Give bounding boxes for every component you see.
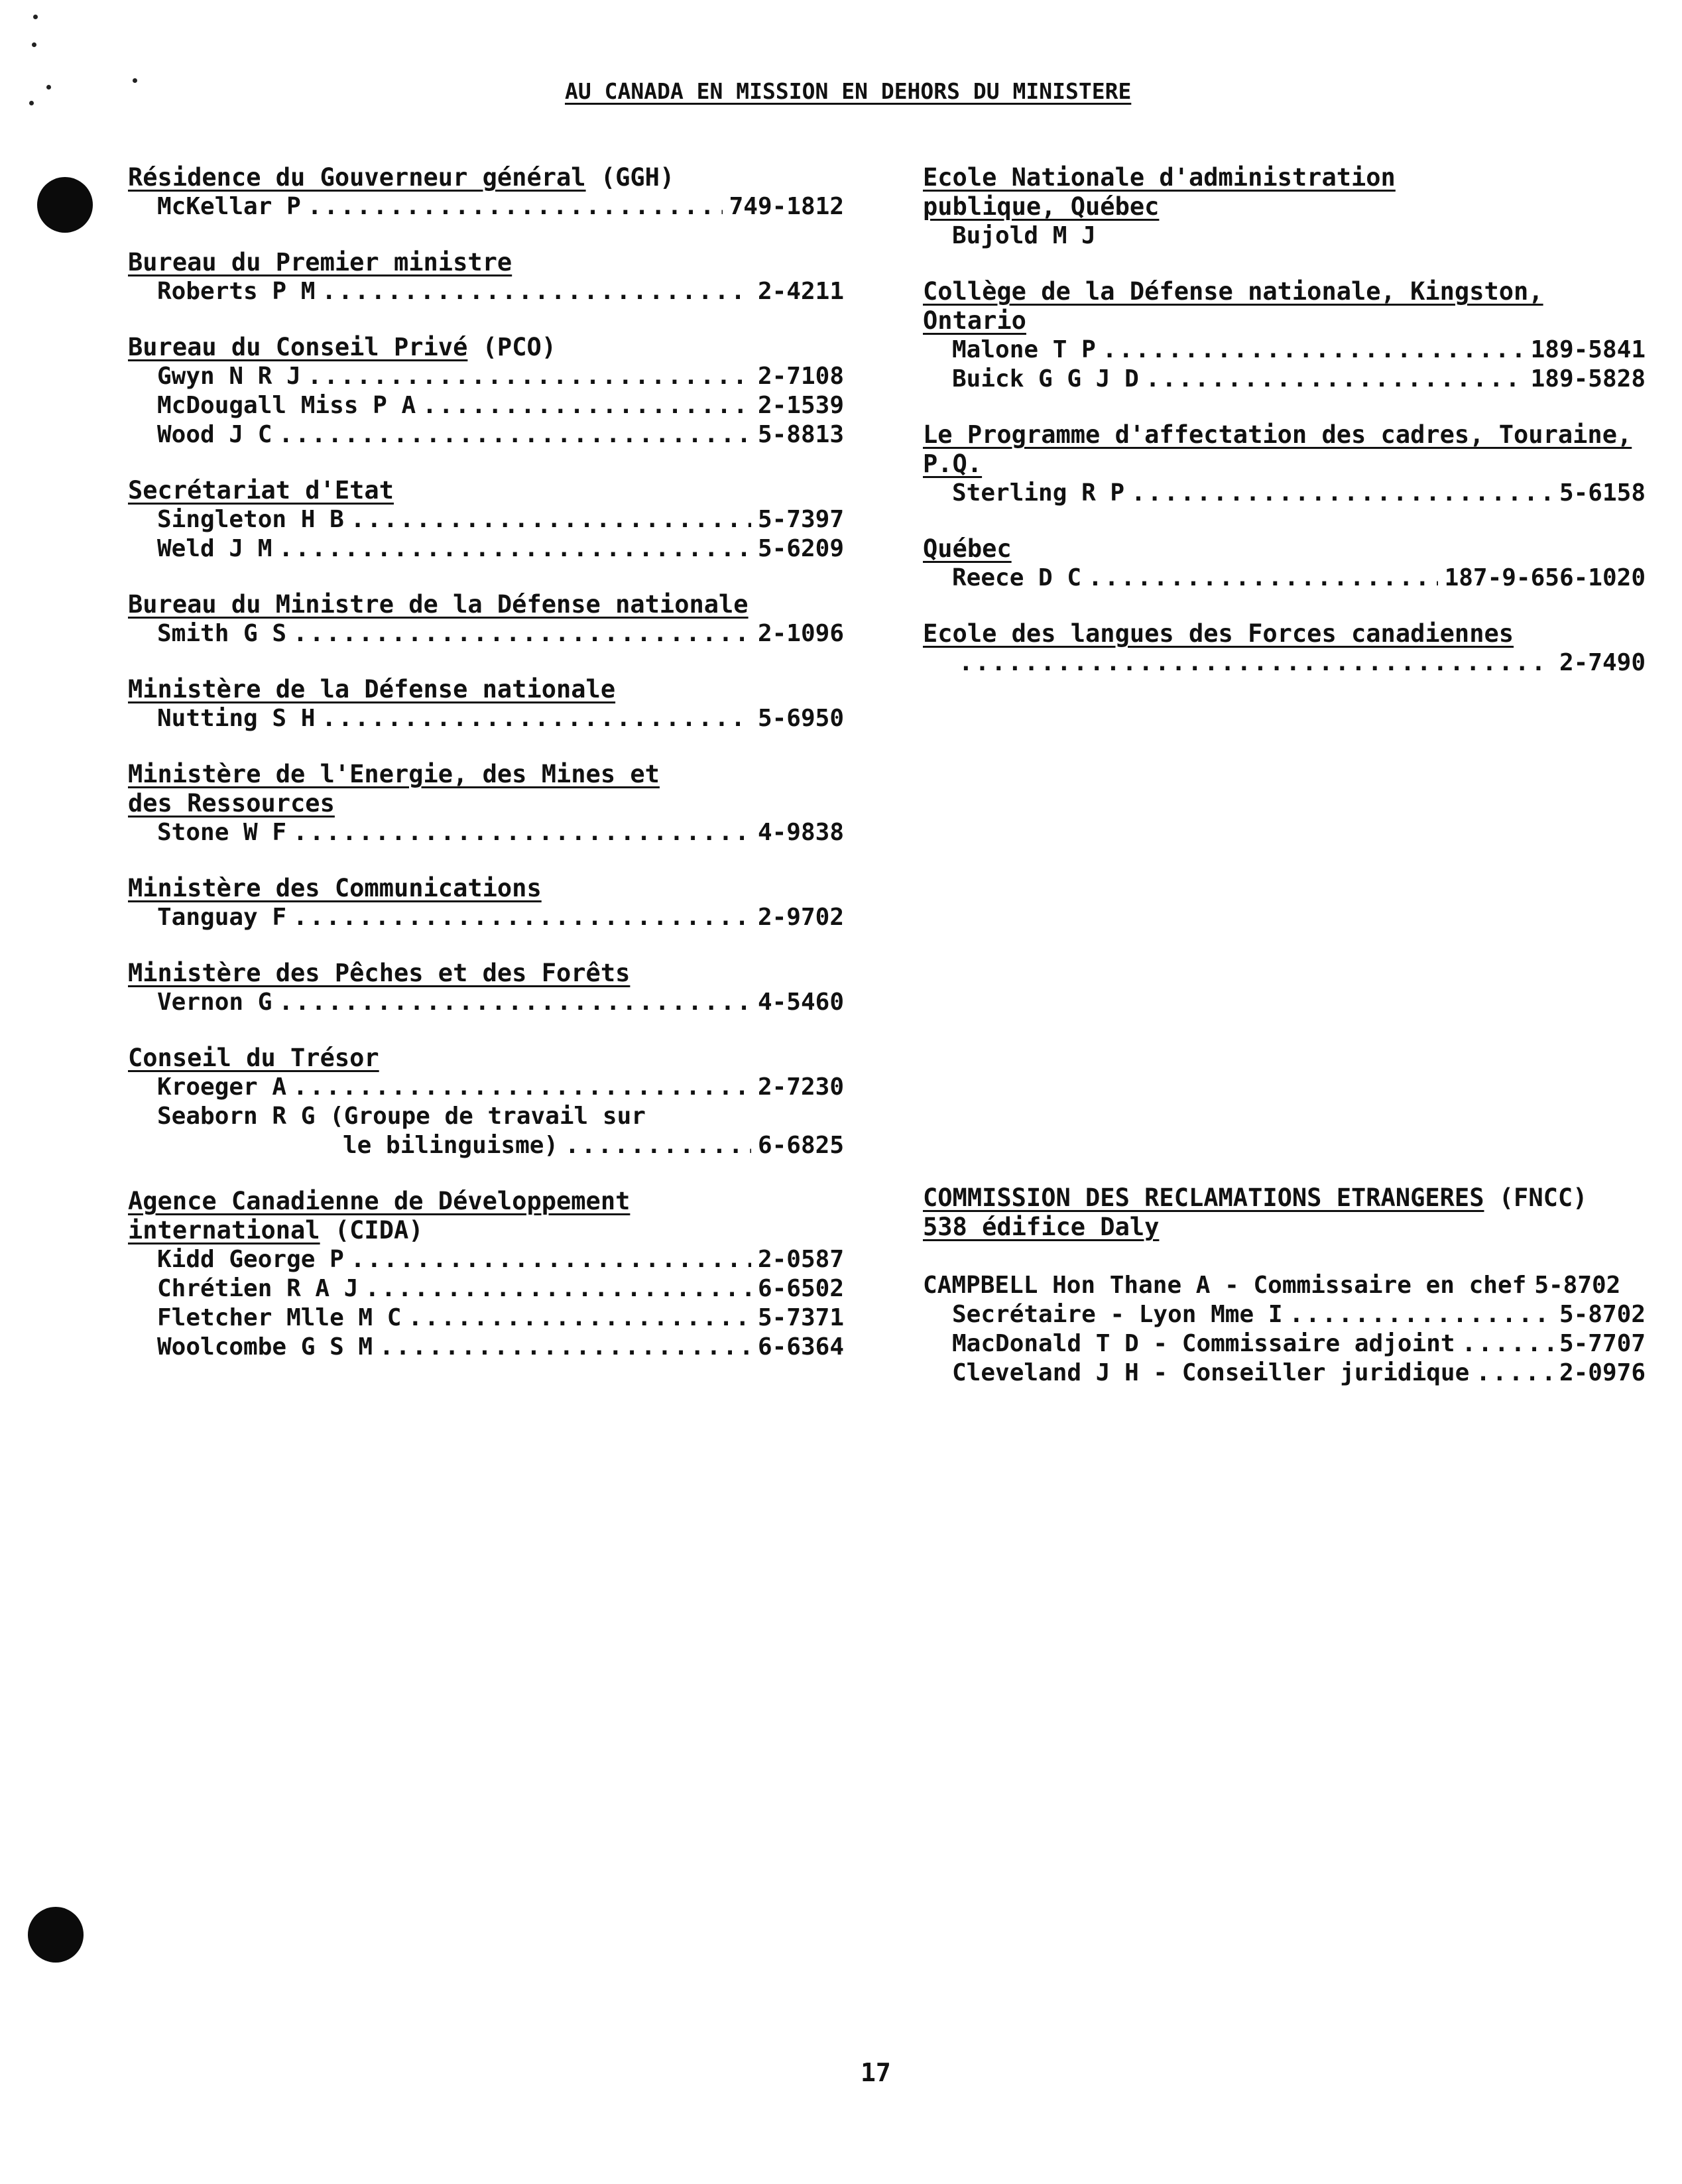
leader-dots xyxy=(1088,564,1437,593)
leader-dots xyxy=(379,1333,751,1362)
section-heading-line2 xyxy=(128,1216,844,1245)
entry-phone: 2-7230 xyxy=(757,1073,844,1101)
entry-text: MacDonald T D - Commissaire adjoint xyxy=(952,1330,1455,1357)
section-heading xyxy=(128,1044,844,1073)
directory-entry xyxy=(128,391,844,420)
leader-dots xyxy=(351,505,751,534)
directory-section xyxy=(923,277,1646,394)
leader-dots xyxy=(1290,1300,1553,1329)
entry-phone: 2-9702 xyxy=(757,904,844,931)
directory-section xyxy=(128,675,844,733)
section-heading xyxy=(923,534,1646,564)
leader-dots xyxy=(278,420,751,450)
entry-phone: 4-5460 xyxy=(757,989,844,1016)
section-heading-text-line2: publique, Québec xyxy=(923,192,1160,221)
section-heading-text: Bureau du Ministre de la Défense nationale xyxy=(128,590,749,619)
section-heading-text: Agence Canadienne de Développement xyxy=(128,1187,631,1215)
section-heading xyxy=(128,874,844,903)
fncc-address: 538 édifice Daly xyxy=(923,1213,1160,1241)
section-heading xyxy=(128,590,844,619)
directory-entry xyxy=(128,1131,844,1160)
entry-phone: 4-9838 xyxy=(757,819,844,846)
directory-entry xyxy=(923,648,1646,678)
scan-speck xyxy=(33,15,38,19)
scan-speck xyxy=(32,42,36,47)
leader-dots xyxy=(365,1274,751,1304)
section-heading-text: Ecole des langues des Forces canadiennes xyxy=(923,619,1514,648)
section-heading xyxy=(128,333,844,362)
directory-entry xyxy=(128,1073,844,1102)
leader-dots xyxy=(1462,1329,1553,1359)
directory-entry xyxy=(128,505,844,534)
entry-name: McDougall Miss P A xyxy=(157,392,416,419)
leader-dots xyxy=(1476,1359,1553,1388)
directory-section xyxy=(923,619,1646,678)
entry-name-cont: le bilinguisme) xyxy=(343,1132,559,1159)
directory-entry xyxy=(128,619,844,648)
entry-name: Wood J C xyxy=(157,421,272,448)
entry-name: Stone W F xyxy=(157,819,287,846)
section-heading-text: Ecole Nationale d'administration xyxy=(923,163,1396,192)
leader-dots xyxy=(293,818,751,847)
directory-section xyxy=(128,874,844,932)
directory-entry xyxy=(128,988,844,1017)
leader-dots xyxy=(308,362,751,391)
section-heading-text: Ministère de l'Energie, des Mines et xyxy=(128,760,660,788)
directory-entry xyxy=(128,818,844,847)
directory-section xyxy=(923,534,1646,593)
leader-dots xyxy=(308,192,723,221)
section-heading-text: Québec xyxy=(923,534,1012,563)
spacer xyxy=(923,1242,1646,1271)
directory-section xyxy=(923,420,1646,508)
leader-dots xyxy=(351,1245,751,1274)
leader-dots xyxy=(565,1131,751,1160)
entry-phone: 5-6209 xyxy=(757,535,844,562)
directory-entry xyxy=(923,335,1646,365)
section-heading-text: Ministère des Pêches et des Forêts xyxy=(128,959,631,987)
section-heading xyxy=(128,248,844,277)
entry-phone: 5-8702 xyxy=(1534,1272,1621,1299)
section-heading-text: Bureau du Conseil Privé xyxy=(128,333,468,361)
section-heading-text-line2: P.Q. xyxy=(923,450,983,478)
leader-dots xyxy=(408,1304,751,1333)
section-heading xyxy=(128,476,844,505)
entry-name: Smith G S xyxy=(157,620,287,647)
page-number: 17 xyxy=(861,2058,891,2087)
section-heading-text: Résidence du Gouverneur général xyxy=(128,163,586,192)
section-heading xyxy=(923,163,1646,192)
scan-speck xyxy=(46,85,51,90)
section-heading xyxy=(128,675,844,704)
section-heading-line2 xyxy=(923,192,1646,221)
entry-phone: 6-6502 xyxy=(757,1275,844,1302)
directory-section xyxy=(128,333,844,450)
directory-section xyxy=(128,590,844,648)
directory-section xyxy=(128,1044,844,1160)
entry-text: Secrétaire - Lyon Mme I xyxy=(952,1301,1283,1328)
leader-dots xyxy=(293,619,751,648)
section-heading-text: Conseil du Trésor xyxy=(128,1044,379,1072)
entry-name: Gwyn N R J xyxy=(157,363,301,390)
fncc-section xyxy=(923,1183,1646,1388)
entry-name: Singleton H B xyxy=(157,506,344,533)
section-heading xyxy=(128,959,844,988)
directory-entry xyxy=(923,1300,1646,1329)
entry-name: Reece D C xyxy=(952,564,1082,591)
directory-entry xyxy=(128,1274,844,1304)
entry-phone: 189-5841 xyxy=(1530,336,1646,363)
directory-section xyxy=(128,163,844,221)
directory-section xyxy=(128,248,844,306)
entry-phone: 2-7108 xyxy=(757,363,844,390)
entry-name: Weld J M xyxy=(157,535,272,562)
right-column xyxy=(923,163,1646,704)
leader-dots xyxy=(959,648,1553,678)
entry-name: Nutting S H xyxy=(157,705,316,732)
directory-section xyxy=(923,163,1646,251)
leader-dots xyxy=(422,391,751,420)
entry-phone: 2-1539 xyxy=(757,392,844,419)
entry-phone: 5-6950 xyxy=(757,705,844,732)
section-heading xyxy=(128,760,844,789)
directory-section xyxy=(128,476,844,564)
leader-dots xyxy=(1146,365,1524,394)
entry-phone: 2-1096 xyxy=(757,620,844,647)
section-heading-text: Ministère de la Défense nationale xyxy=(128,675,616,703)
leader-dots xyxy=(278,988,751,1017)
fncc-heading: COMMISSION DES RECLAMATIONS ETRANGERES xyxy=(923,1183,1484,1212)
section-heading xyxy=(923,277,1646,335)
entry-phone: 5-8813 xyxy=(757,421,844,448)
entry-name: McKellar P xyxy=(157,193,301,220)
entry-phone: 2-7490 xyxy=(1559,649,1646,676)
directory-entry xyxy=(128,362,844,391)
directory-entry xyxy=(923,1329,1646,1359)
entry-text: CAMPBELL Hon Thane A - Commissaire en chef xyxy=(923,1272,1527,1299)
section-heading xyxy=(923,1183,1646,1213)
entry-name: Roberts P M xyxy=(157,278,316,305)
entry-name: Kroeger A xyxy=(157,1073,287,1101)
leader-dots xyxy=(1131,479,1553,508)
directory-entry xyxy=(923,365,1646,394)
section-heading-text: Le Programme d'affectation des cadres, Touraine, xyxy=(923,420,1632,449)
directory-entry-line1 xyxy=(128,1102,844,1131)
directory-section xyxy=(128,959,844,1017)
section-heading xyxy=(923,420,1646,450)
entry-phone: 5-8702 xyxy=(1559,1301,1646,1328)
entry-phone: 187-9-656-1020 xyxy=(1444,564,1646,591)
directory-entry xyxy=(923,479,1646,508)
directory-entry xyxy=(128,903,844,932)
entry-name: Sterling R P xyxy=(952,479,1125,507)
directory-entry xyxy=(923,221,1646,251)
leader-dots xyxy=(322,704,751,733)
section-heading-text: Secrétariat d'Etat xyxy=(128,476,394,505)
entry-phone: 5-7371 xyxy=(757,1304,844,1331)
section-heading-suffix: (CIDA) xyxy=(334,1216,424,1244)
entry-phone: 2-4211 xyxy=(757,278,844,305)
page-title: AU CANADA EN MISSION EN DEHORS DU MINISTERE xyxy=(565,78,1132,104)
leader-dots xyxy=(322,277,751,306)
directory-section xyxy=(128,1187,844,1362)
section-heading-suffix: (GGH) xyxy=(600,163,675,192)
directory-entry xyxy=(128,534,844,564)
entry-phone: 749-1812 xyxy=(729,193,844,220)
leader-dots xyxy=(1103,335,1524,365)
entry-name: Buick G G J D xyxy=(952,365,1139,393)
directory-entry xyxy=(923,564,1646,593)
section-heading-line2 xyxy=(923,450,1646,479)
directory-entry xyxy=(128,704,844,733)
entry-name: Malone T P xyxy=(952,336,1096,363)
scan-speck xyxy=(133,78,137,83)
entry-phone: 5-6158 xyxy=(1559,479,1646,507)
section-heading-line2 xyxy=(923,1213,1646,1242)
entry-phone: 189-5828 xyxy=(1530,365,1646,393)
entry-name: Tanguay F xyxy=(157,904,287,931)
entry-phone: 5-7397 xyxy=(757,506,844,533)
entry-phone: 6-6825 xyxy=(757,1132,844,1159)
entry-name: Kidd George P xyxy=(157,1246,344,1273)
section-heading xyxy=(128,1187,844,1216)
entry-text: Cleveland J H - Conseiller juridique xyxy=(952,1359,1470,1386)
section-heading-text-line2: des Ressources xyxy=(128,789,335,818)
section-heading-text: Ministère des Communications xyxy=(128,874,542,902)
directory-entry xyxy=(128,192,844,221)
entry-name: Chrétien R A J xyxy=(157,1275,359,1302)
section-heading-line2 xyxy=(128,789,844,818)
section-heading-suffix: (PCO) xyxy=(482,333,557,361)
entry-name: Seaborn R G (Groupe de travail sur xyxy=(157,1103,646,1130)
section-heading xyxy=(128,163,844,192)
scan-speck xyxy=(29,101,34,105)
directory-section xyxy=(128,760,844,847)
punch-hole-bottom xyxy=(28,1907,84,1963)
entry-phone: 6-6364 xyxy=(757,1333,844,1361)
entry-name: Woolcombe G S M xyxy=(157,1333,373,1361)
section-heading xyxy=(923,619,1646,648)
entry-name: Bujold M J xyxy=(952,222,1096,249)
leader-dots xyxy=(293,903,751,932)
entry-phone: 2-0976 xyxy=(1559,1359,1646,1386)
directory-entry xyxy=(923,1359,1646,1388)
punch-hole-top xyxy=(37,177,93,233)
section-heading-text: Bureau du Premier ministre xyxy=(128,248,512,276)
directory-entry xyxy=(128,1304,844,1333)
left-column xyxy=(128,163,844,1388)
entry-phone: 2-0587 xyxy=(757,1246,844,1273)
leader-dots xyxy=(278,534,751,564)
leader-dots xyxy=(293,1073,751,1102)
section-heading-text-line2: international xyxy=(128,1216,320,1244)
directory-entry xyxy=(923,1271,1646,1300)
section-heading-text: Collège de la Défense nationale, Kingston, Ontario xyxy=(923,277,1543,335)
directory-entry xyxy=(128,1333,844,1362)
directory-entry xyxy=(128,420,844,450)
entry-phone: 5-7707 xyxy=(1559,1330,1646,1357)
directory-entry xyxy=(128,1245,844,1274)
entry-name: Fletcher Mlle M C xyxy=(157,1304,402,1331)
fncc-heading-suffix: (FNCC) xyxy=(1498,1183,1588,1212)
directory-entry xyxy=(128,277,844,306)
entry-name: Vernon G xyxy=(157,989,272,1016)
